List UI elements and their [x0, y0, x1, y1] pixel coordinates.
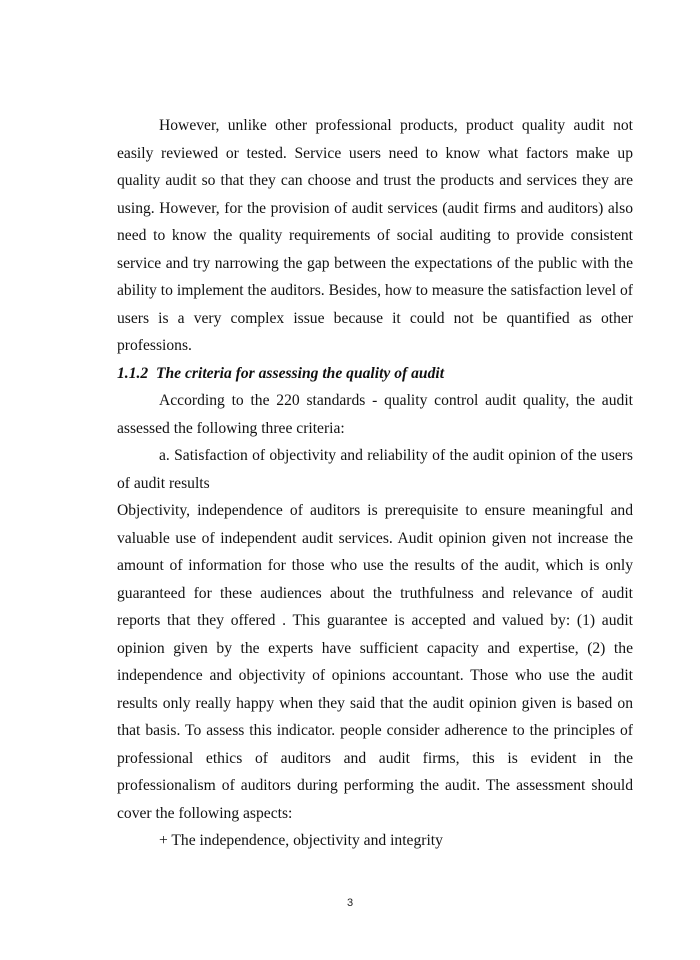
paragraph-quality-audit-intro: However, unlike other professional products, product quality audit not easily reviewed or tested. Service users need to know what factors make up quality audit so that they can choose and trust the products and services they are using. However, for the provision of audit services (audit firms and auditors) also need to know the quality requirements of social auditing to provide consistent service and try narrowing the gap between the expectations of the public with the ability to implement the auditors. Besides, how to measure the satisfaction level of users is a very complex issue because it could not be quantified as other professions. — [117, 117, 633, 354]
criterion-a: a. Satisfaction of objectivity and reliability of the audit opinion of the users of audit results — [117, 447, 633, 492]
aspect-item: + The independence, objectivity and integrity — [159, 832, 443, 849]
paragraph-objectivity: Objectivity, independence of auditors is prerequisite to ensure meaningful and valuable use of independent audit services. Audit opinion given not increase the amount of information for those who use the results of the audit, which is only guaranteed for these audiences about the truthfulness and relevance of audit reports that they offered . This guarantee is accepted and valued by: (1) audit opinion given by the experts have sufficient capacity and expertise, (2) the independence and objectivity of opinions accountant. Those who use the audit results only really happy when they said that the audit opinion given is based on that basis. To assess this indicator. people consider adherence to the principles of professional ethics of auditors and audit firms, this is evident in the professionalism of auditors during performing the audit. The assessment should cover the following aspects: — [117, 502, 633, 822]
paragraph-criteria-intro: According to the 220 standards - quality control audit quality, the audit assessed the following three criteria: — [117, 392, 633, 437]
section-heading: 1.1.2 The criteria for assessing the quality of audit — [117, 364, 445, 382]
document-body — [117, 112, 633, 855]
page-number: 3 — [346, 897, 354, 909]
